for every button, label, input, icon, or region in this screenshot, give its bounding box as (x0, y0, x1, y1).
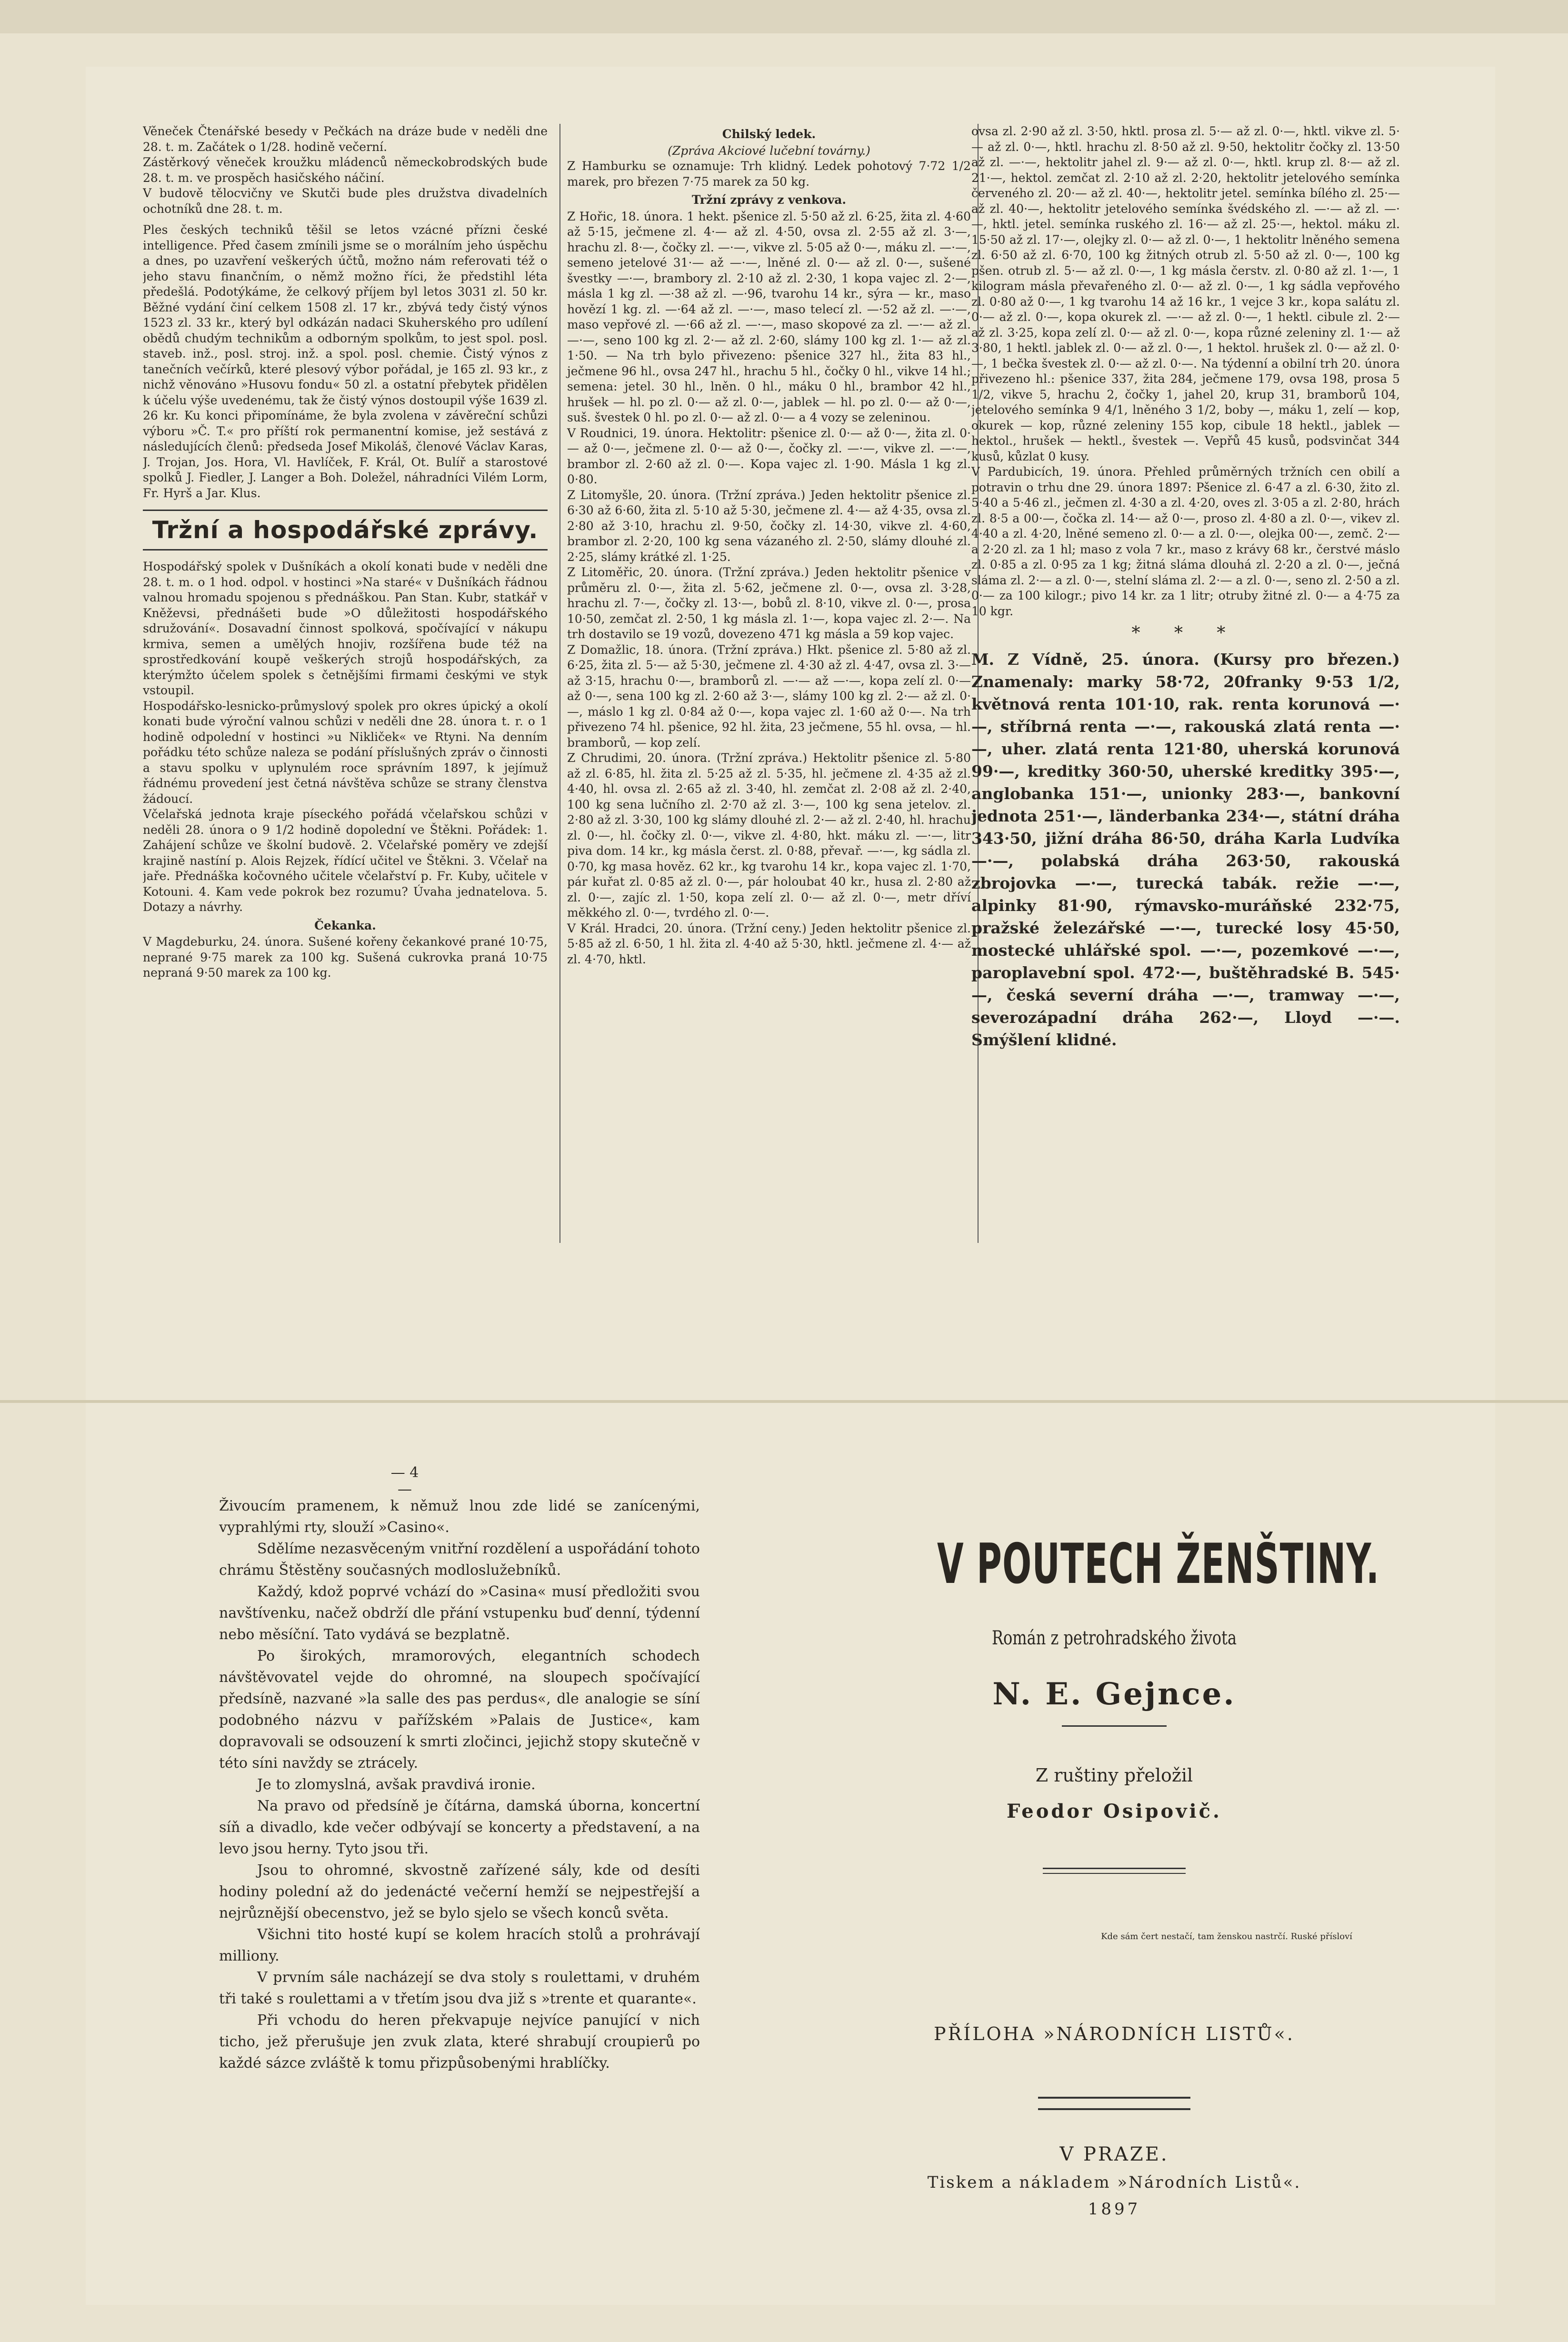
motto: Kde sám čert nestačí, tam ženskou nastrčí. Ruské přísloví (1101, 1932, 1352, 1942)
publication-city: V PRAZE. (1059, 2143, 1169, 2165)
novel-text (219, 1495, 700, 2074)
article-paragraph: Z Hořic, 18. února. 1 hekt. pšenice zl. 5·50 až zl. 6·25, žita zl. 4·60 až 5·15, ječmene zl. 4·— až zl. 4·50, ovsa zl. 2·55 až zl. 3·—, hrachu zl. 8·—, čočky zl. —·—, vikve zl. 5·05 až 0·—, máku zl. —·—, semeno jetelové 31·— až —·—, lněné zl. 0·— až zl. 0·—, sušené švestky —·—, brambory zl. 2·10 až zl. 2·30, 1 kopa vajec zl. 2·—, másla 1 kg zl. —·38 až zl. —·96, tvarohu 14 kr., sýra — kr., maso hovězí 1 kg. zl. —·64 až zl. —·—, maso telecí zl. —·52 až zl. —·—, maso vepřové zl. —·66 až zl. —·—, maso skopové za zl. —·— až zl. —·—, seno 100 kg zl. 2·— až zl. 2·60, slámy 100 kg zl. 1·— až zl. 1·50. — Na trh bylo přivezeno: pšenice 327 hl., žita 83 hl., ječmene 96 hl., ovsa 247 hl., hrachu 5 hl., čočky 0 hl., vikve 14 hl.; semena: jetel. 30 hl., lněn. 0 hl., máku 0 hl., brambor 42 hl., hrušek — hl. po zl. 0·— až zl. 0·—, jablek — hl. po zl. 0·— až 0·—, suš. švestek 0 hl. po zl. 0·— až zl. 0·— a 4 vozy se zeleninou. (567, 209, 971, 424)
publisher: Tiskem a nákladem »Národních Listů«. (927, 2173, 1301, 2192)
divider (1043, 1868, 1186, 1874)
article-paragraph: Z Domažlic, 18. února. (Tržní zpráva.) Hkt. pšenice zl. 5·80 až zl. 6·25, žita zl. 5·— až 5·30, ječmene zl. 4·30 až zl. 4·47, ovsa zl. 3·— až 3·15, hrachu 0·—, bramborů zl. —·— až —·—, kopa zelí zl. 0·— až 0·—, sena 100 kg zl. 2·60 až 3·—, slámy 100 kg zl. 2·— až zl. 0·—, máslo 1 kg zl. 0·84 až 0·—, kopa vajec zl. 1·60 až 0·—. Na trh přivezeno 74 hl. pšenice, 92 hl. žita, 23 ječmene, 55 hl. ovsa, — hl. bramborů, — kop zelí. (567, 642, 971, 750)
article-paragraph: V Pardubicích, 19. února. Přehled průměrných tržních cen obilí a potravin o trhu dne 29. února 1897: Pšenice zl. 6·47 a zl. 6·30, žito zl. 5·40 a 5·46 zl., ječmen zl. 4·30 a zl. 4·20, oves zl. 3·05 a zl. 2·80, hrách zl. 8·5 a 00·—, čočka zl. 14·— až 0·—, proso zl. 4·80 a zl. 0·—, vikev zl. 4·40 a zl. 4·20, lněné semeno zl. 0·— a zl. 0·—, olejka 00·—, zemč. 2·— a 2·20 zl. za 1 hl; maso z vola 7 kr., maso z krávy 68 kr., čerstvé máslo zl. 0·85 a zl. 0·95 za 1 kg; žitná sláma dlouhá zl. 2·20 a zl. 0·—, ječná sláma zl. 2·— a zl. 0·—, stelní sláma zl. 2·— a zl. 0·—, seno zl. 2·50 a zl. 0·— za 100 kilogr.; pivo 14 kr. za 1 litr; otruby žitné zl. 0·— a 4·75 za 10 kgr. (971, 465, 1400, 618)
book-title: V POUTECH ŽENŠTINY. (937, 1532, 1380, 1596)
top-edge (0, 0, 1568, 33)
article-paragraph: Zástěrkový věneček kroužku mládenců německobrodských bude 28. t. m. ve prospěch hasičského náčiní. (143, 155, 548, 185)
novel-paragraph: Každý, kdož poprvé vchází do »Casina« musí předložiti svou navštívenku, načež obdrží dle přání vstupenku buď denní, týdenní nebo měsíční. Tato vydává se bezplatně. (219, 1583, 700, 1643)
column-middle (559, 124, 979, 1243)
subheading: Čekanka. (314, 918, 376, 932)
novel-paragraph: V prvním sále nacházejí se dva stoly s roulettami, v druhém tři také s roulettami a v třetím jsou dva již s »trente et quarante«. (219, 1969, 700, 2007)
article-paragraph: Z Hamburku se oznamuje: Trh klidný. Ledek pohotový 7·72 1/2 marek, pro březen 7·75 marek za 50 kg. (567, 159, 971, 189)
novel-paragraph: Po širokých, mramorových, elegantních schodech návštěvovatel vejde do ohromné, na sloupech spočívající předsíně, nazvané »la salle des pas perdus«, dle analogie se síní podobného názvu v pařížském »Palais de Justice«, kam dopravovali se odsouzení k smrti zločinci, jejichž stopy skutečně v této síni navždy se ztrácely. (219, 1648, 700, 1772)
page-fold (0, 1400, 1568, 1403)
article-paragraph: Věneček Čtenářské besedy v Pečkách na dráze bude v neděli dne 28. t. m. Začátek o 1/28. hodině večerní. (143, 124, 548, 154)
article-paragraph: Ples českých techniků těšil se letos vzácné přízni české intelligence. Před časem zmínili jsme se o morálním jeho úspěchu a dnes, po uzavření veškerých účtů, možno nám referovati též o jeho stavu finančním, o němž možno říci, že předstihl léta předešlá. Podotýkáme, že celkový příjem byl letos 3031 zl. 50 kr. Běžné vydání činí celkem 1508 zl. 17 kr., zbývá tedy čistý výnos 1523 zl. 33 kr., který byl odkázán nadaci Skuherského pro udílení obědů chudým technikům a odborným spolkům, to jest spol. posl. staveb. inž., posl. stroj. inž. a spol. posl. chemie. Čistý výnos z tanečních večírků, které plesový výbor pořádal, je 165 zl. 93 kr., z nichž věnováno »Husovu fondu« 50 zl. a ostatní přebytek přidělen k účelu výše uvedenému, tak že čistý výnos dostoupil výše 1639 zl. 26 kr. Ku konci připomínáme, že byla zvolena v závěreční schůzi výboru »Č. T.« pro příští rok permanentní komise, jež sestává z následujících členů: předseda Josef Mikoláš, členové Václav Karas, J. Trojan, Jos. Hora, Vl. Havlíček, F. Král, Ot. Bulíř a starostové spolků J. Fiedler, J. Langer a Boh. Doležel, náhradníci Vilém Lorm, Fr. Hyrš a Jar. Klus. (143, 223, 548, 500)
translator-name: Feodor Osipovič. (1007, 1800, 1222, 1822)
ornament-divider (1038, 2097, 1190, 2110)
novel-paragraph: Živoucím pramenem, k němuž lnou zde lidé se zanícenými, vyprahlými rty, slouží »Casino«. (219, 1498, 700, 1536)
supplement-label: PŘÍLOHA »NÁRODNÍCH LISTŮ«. (934, 2023, 1295, 2044)
subheading: Tržní zprávy z venkova. (691, 193, 847, 207)
article-paragraph: Z Chrudimi, 20. února. (Tržní zpráva.) Hektolitr pšenice zl. 5·80 až zl. 6·85, hl. žita zl. 5·25 až zl. 5·35, hl. ječmene zl. 4·35 až zl. 4·40, hl. ovsa zl. 2·65 až zl. 3·40, hl. zemčat zl. 2·08 až zl. 2·40, 100 kg sena lučního zl. 2·70 až zl. 3·—, 100 kg sena jetelov. zl. 2·80 až zl. 3·30, 100 kg slámy dlouhé zl. 2·— až zl. 2·40, hl. hrachu zl. 0·—, hl. čočky zl. 0·—, vikve zl. 4·80, hkt. máku zl. —·—, litr piva dom. 14 kr., kg másla čerst. zl. 0·88, převař. —·—, kg sádla zl. 0·70, kg masa hověz. 62 kr., kg tvarohu 14 kr., kopa vajec zl. 1·70, pár kuřat zl. 0·85 až zl. 0·—, pár holoubat 40 kr., husa zl. 2·80 až zl. 0·—, zajíc zl. 1·50, kopa zelí zl. 0·— až zl. 0·—, metr dříví měkkého zl. 0·—, tvrdého zl. 0·—. (567, 751, 971, 920)
article-paragraph: Včelařská jednota kraje píseckého pořádá včelařskou schůzi v neděli 28. února o 9 1/2 hodině dopolední ve Štěkni. Pořádek: 1. Zahájení schůze ve školní budově. 2. Včelařské poměry ve zdejší krajině nastíní p. Alois Rejzek, řídící učitel ve Štěkni. 3. Včelař na jaře. Přednáška kočovného učitele včelařství p. Fr. Kuby, učitele v Kotouni. 4. Kam vede pokrok bez rozumu? Úvaha jednatelova. 5. Dotazy a návrhy. (143, 807, 548, 914)
article-paragraph: Z Litoměřic, 20. února. (Tržní zpráva.) Jeden hektolitr pšenice v průměru zl. 0·—, žita zl. 5·62, ječmene zl. 0·—, ovsa zl. 3·28, hrachu zl. 7·—, čočky zl. 13·—, bobů zl. 8·10, vikve zl. 0·—, prosa 10·50, zemčat zl. 2·50, 1 kg másla zl. 1·—, kopa vajec zl. 2·—. Na trh dostavilo se 19 vozů, dovezeno 471 kg másla a 59 kop vajec. (567, 565, 971, 641)
section-heading: Tržní a hospodářské zprávy. (143, 510, 548, 550)
article-paragraph: V budově tělocvičny ve Skutči bude ples družstva divadelních ochotníků dne 28. t. m. (143, 186, 548, 216)
novel-paragraph: Při vchodu do heren překvapuje nejvíce panující v nich ticho, jež přerušuje jen zvuk zlata, které shrabují croupierů po každé sázce zvláště k tomu přizpůsobenými hrablíčky. (219, 2012, 700, 2072)
subheading-note: (Zpráva Akciové lučební továrny.) (668, 143, 870, 158)
title-page (829, 1533, 1400, 2219)
translated-by: Z ruštiny přeložil (1035, 1765, 1193, 1786)
article-paragraph: Hospodářský spolek v Dušníkách a okolí konati bude v neděli dne 28. t. m. o 1 hod. odpol. v hostinci »Na staré« v Dušníkách řádnou valnou hromadu spojenou s přednáškou. Pan Stan. Kubr, statkář v Kněževsi, přednášeti bude »O důležitosti hospodářského sdružování«. Dosavadní činnost spolková, spočívající v nákupu krmiva, semen a umělých hnojiv, rozšířena bude též na sprostředkování koupě veškerých strojů hospodářských, za kterýmžto účelem spolek s četnějšími firmami českými ve styk vstoupil. (143, 560, 548, 697)
article-paragraph: V Magdeburku, 24. února. Sušené kořeny čekankové prané 10·75, neprané 9·75 marek za 100 kg. Sušená cukrovka praná 10·75 nepraná 9·50 marek za 100 kg. (143, 935, 548, 980)
column-left (143, 124, 548, 1267)
column-right (971, 124, 1400, 1267)
separator-stars: * * * (1131, 623, 1240, 643)
novel-paragraph: Na pravo od předsíně je čítárna, damská úborna, koncertní síň a divadlo, kde večer odbývají se koncerty a představení, a na levo jsou herny. Tyto jsou tři. (219, 1798, 700, 1857)
novel-paragraph: Sdělíme nezasvěceným vnitřní rozdělení a uspořádání tohoto chrámu Štěstěny současných modloslužebníků. (219, 1541, 700, 1579)
novel-paragraph: Jsou to ohromné, skvostně zařízené sály, kde od desíti hodiny polední až do jedenácté večerní hemží se nejpestřejší a nejrůznější obecenstvo, jež se bylo sjelo se všech konců světa. (219, 1862, 700, 1922)
article-paragraph: V Král. Hradci, 20. února. (Tržní ceny.) Jeden hektolitr pšenice zl. 5·85 až zl. 6·50, 1 hl. žita zl. 4·40 až 5·30, hktl. ječmene zl. 4·— až zl. 4·70, hktl. (567, 921, 971, 966)
novel-paragraph: Je to zlomyslná, avšak pravdivá ironie. (257, 1776, 536, 1793)
article-paragraph: ovsa zl. 2·90 až zl. 3·50, hktl. prosa zl. 5·— až zl. 0·—, hktl. vikve zl. 5·— až zl. 0·—, hktl. hrachu zl. 8·50 až zl. 9·50, hektolitr čočky zl. 13·50 až zl. —·—, hektolitr jahel zl. 9·— až zl. 0·—, hktl. krup zl. 8·— až zl. 21·—, hektol. zemčat zl. 2·10 až zl. 2·20, hektolitr jetelového semínka červeného zl. 20·— až zl. 40·—, hektolitr jetel. semínka bílého zl. 25·— až zl. 40·—, hektolitr jetelového semínka švédského zl. —·— až zl. —·—, hktl. jetel. semínka ruského zl. 16·— až zl. 25·—, hektol. máku zl. 15·50 až zl. 17·—, olejky zl. 0·— až zl. 0·—, 1 hektolitr lněného semena zl. 6·50 až zl. 6·70, 100 kg žitných otrub zl. 5·50 až zl. 0·—, 100 kg pšen. otrub zl. 5·— až zl. 0·—, 1 kg másla čerstv. zl. 0·80 až zl. 1·—, 1 kilogram másla převařeného zl. 0·— až zl. 0·—, 1 kg sádla vepřového zl. 0·80 až 0·—, 1 kg tvarohu 14 až 16 kr., 1 vejce 3 kr., kopa salátu zl. 0·— až zl. 0·—, kopa okurek zl. —·— až zl. 0·—, 1 hektl. cibule zl. 2·— až zl. 3·25, kopa zelí zl. 0·— až zl. 0·—, kopa různé zeleniny zl. 1·— až 3·80, 1 hektl. jablek zl. 0·— až zl. 0·—, 1 hektol. hrušek zl. 0·— až zl. 0·—, 1 bečka švestek zl. 0·— až zl. 0·—. Na týdenní a obilní trh 20. února přivezeno hl.: pšenice 337, žita 284, ječmene 179, ovsa 198, prosa 5 1/2, vikve 5, hrachu 2, čočky 1, jahel 20, krup 31, bramborů 104, jetelového semínka 9 4/1, lněného 3 1/2, boby —, máku 1, zelí — kop, okurek — kop, různé zeleniny 155 kop, cibule 18 hektl., jablek — hektol., hrušek — hektl., švestek —. Vepřů 45 kusů, podsvinčat 344 kusů, kůzlat 0 kusy. (971, 124, 1400, 463)
divider (1062, 1725, 1167, 1727)
book-author: N. E. Gejnce. (992, 1676, 1236, 1712)
publication-year: 1897 (1088, 2200, 1141, 2219)
page-number: — 4 — (390, 1464, 419, 1498)
novel-paragraph: Všichni tito hosté kupí se kolem hracích stolů a prohrávají milliony. (219, 1926, 700, 1964)
subheading: Chilský ledek. (722, 127, 816, 141)
book-subtitle: Román z petrohradského života (991, 1627, 1237, 1649)
stock-report: M. Z Vídně, 25. února. (Kursy pro březen.) Znamenaly: marky 58·72, 20franky 9·53 1/2, květnová renta 101·10, rak. renta korunová —·—, stříbrná renta —·—, rakouská zlatá renta —·—, uher. zlatá renta 121·80, uherská korunová 99·—, kreditky 360·50, uherské kreditky 395·—, anglobanka 151·—, unionky 283·—, bankovní jednota 251·—, länderbanka 234·—, státní dráha 343·50, jižní dráha 86·50, dráha Karla Ludvíka —·—, polabská dráha 263·50, rakouská zbrojovka —·—, turecká tabák. režie —·—, alpinky 81·90, rýmavsko-muráňské 232·75, pražské železářské —·—, turecké losy 45·50, mostecké uhlářské spol. —·—, pozemkové —·—, paroplavební spol. 472·—, buštěhradské B. 545·—, česká severní dráha —·—, tramway —·—, severozápadní dráha 262·—, Lloyd —·—. Smýšlení klidné. (971, 650, 1400, 1049)
article-paragraph: Z Litomyšle, 20. února. (Tržní zpráva.) Jeden hektolitr pšenice zl. 6·30 až 6·60, žita zl. 5·10 až 5·30, ječmene zl. 4·— až 4·35, ovsa zl. 2·80 až 3·10, hrachu zl. 9·50, čočky zl. 14·30, vikve zl. 4·60, brambor zl. 2·20, 100 kg sena vázaného zl. 2·50, slámy dlouhé zl. 2·25, slámy krátké zl. 1·25. (567, 488, 971, 564)
article-paragraph: Hospodářsko-lesnicko-průmyslový spolek pro okres úpický a okolí konati bude výroční valnou schůzi v neděli dne 28. února t. r. o 1 hodině odpolední v hostinci »u Nikliček« ve Rtyni. Na denním pořádku této schůze naleza se podání příslušných zpráv o činnosti a stavu spolku v uplynulém roce správním 1897, k jejímuž řádnému provedení jest četná návštěva schůze se strany členstva žádoucí. (143, 699, 548, 806)
article-paragraph: V Roudnici, 19. února. Hektolitr: pšenice zl. 0·— až 0·—, žita zl. 0·— až 0·—, ječmene zl. 0·— až 0·—, čočky zl. —·—, vikve zl. —·—, brambor zl. 2·60 až zl. 0·—. Kopa vajec zl. 1·90. Másla 1 kg zl. 0·80. (567, 426, 971, 486)
